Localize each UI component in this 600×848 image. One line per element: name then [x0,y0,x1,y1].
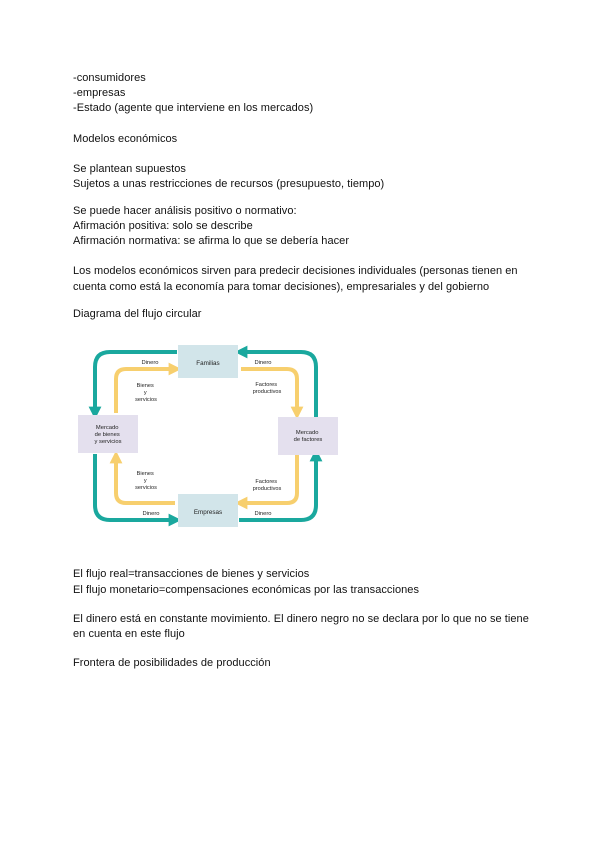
text-line: Afirmación normativa: se afirma lo que se debería hacer [73,235,350,247]
text-line: El flujo real=transacciones de bienes y servicios [73,568,310,580]
text-line: -Estado (agente que interviene en los mercados) [73,102,314,114]
section-heading: Diagrama del flujo circular [73,308,202,320]
circular-flow-diagram [73,337,348,539]
label-dinero: Dinero [142,511,160,517]
label-factores-productivos: Factores productivos [252,382,282,395]
label-bienes-servicios: Bienes y servicios [135,471,157,491]
text-line: El dinero está en constante movimiento. El dinero negro no se declara por lo que no se tiene [73,613,529,625]
text-line: cuenta como está la economía para tomar decisiones), empresariales y del gobierno [73,281,490,293]
label-factores-productivos: Factores productivos [252,479,282,492]
node-empresas-label: Empresas [193,509,223,516]
node-mercado-factores [278,417,338,455]
text-line: Se plantean supuestos [73,163,186,175]
node-mercado-bienes-label: Mercado de bienes y servicios [94,425,122,445]
node-mercado-factores-label: Mercado de factores [293,430,323,443]
node-familias-label: Familias [196,360,220,367]
text-line: Afirmación positiva: solo se describe [73,220,253,232]
text-line: -consumidores [73,72,146,84]
text-line: El flujo monetario=compensaciones económicas por las transacciones [73,584,420,596]
label-dinero: Dinero [254,360,272,366]
text-line: en cuenta en este flujo [73,628,185,640]
section-heading: Modelos económicos [73,133,178,145]
text-line: Los modelos económicos sirven para predecir decisiones individuales (personas tienen en [73,265,518,277]
label-bienes-servicios: Bienes y servicios [135,383,157,403]
label-dinero: Dinero [254,511,272,517]
label-dinero: Dinero [141,360,159,366]
section-heading: Frontera de posibilidades de producción [73,657,271,669]
text-line: Sujetos a unas restricciones de recursos (presupuesto, tiempo) [73,178,385,190]
text-line: Se puede hacer análisis positivo o normativo: [73,205,297,217]
text-line: -empresas [73,87,126,99]
